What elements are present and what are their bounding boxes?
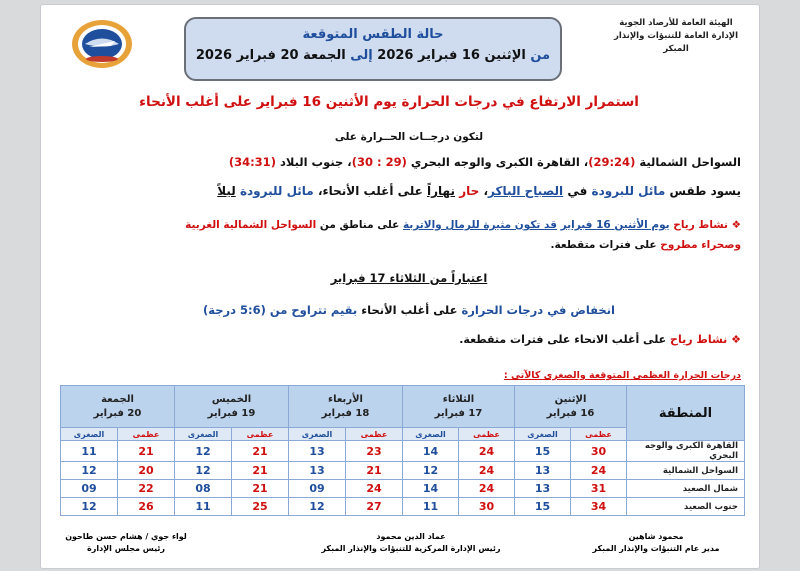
max-temp-cell: 21: [232, 462, 289, 480]
min-temp-cell: 09: [61, 480, 118, 498]
signature-title: مدير عام التنبؤات والإنذار المبكر: [592, 544, 720, 553]
max-temp-cell: 22: [118, 480, 175, 498]
max-label: عظمى: [571, 428, 627, 441]
region-cell: جنوب الصعيد: [627, 498, 745, 516]
min-temp-cell: 13: [289, 462, 346, 480]
weather-p3: في: [567, 184, 588, 198]
min-temp-cell: 11: [61, 441, 118, 462]
table-row: [61, 480, 745, 498]
temperature-table: [60, 385, 745, 516]
south-temps: (34:31): [228, 155, 276, 169]
table-row: [61, 462, 745, 480]
forecast-period: [186, 48, 560, 63]
org-line-1: الهيئة العامة للأرصاد الجوية: [619, 18, 733, 28]
weather-daytime: نهاراً: [427, 184, 455, 198]
table-row: [61, 498, 745, 516]
winds2-activity: نشاط رياح: [670, 333, 728, 346]
weather-most-areas: على أغلب الأنحاء،: [317, 184, 423, 198]
winds2-text: على أغلب الانحاء على فترات متقطعة.: [459, 333, 667, 346]
signature-title: رئيس الإدارة المركزية للتنبؤات والإنذار المبكر: [321, 544, 501, 553]
page-title: حالة الطقس المتوقعة: [302, 27, 444, 42]
max-temp-cell: 24: [459, 462, 515, 480]
weather-line: [51, 184, 741, 198]
max-temp-cell: 24: [459, 480, 515, 498]
org-line-2: الإدارة العامة للتنبؤات والإنذار المبكر: [613, 31, 739, 54]
min-temp-cell: 13: [289, 441, 346, 462]
period-to-word: إلى: [350, 48, 373, 63]
min-label: الصغرى: [289, 428, 346, 441]
max-temp-cell: 30: [459, 498, 515, 516]
winds1-activity: نشاط رياح: [673, 219, 728, 231]
weather-hot: حار: [459, 184, 480, 198]
min-temp-cell: 08: [175, 480, 232, 498]
winds-notice-2: [51, 333, 741, 346]
day-header: [61, 386, 175, 428]
temps-line: [51, 155, 741, 169]
min-temp-cell: 15: [515, 498, 571, 516]
day-date: 16 فبراير: [546, 407, 595, 419]
bullet-icon: ❖: [731, 219, 741, 231]
period-end: الجمعة 20 فبراير 2026: [195, 48, 346, 63]
max-temp-cell: 21: [118, 441, 175, 462]
region-cell: شمال الصعيد: [627, 480, 745, 498]
max-temp-cell: 34: [571, 498, 627, 516]
winds1-matrouh: وصحراء مطروح: [660, 239, 741, 251]
winds1-nw-coast: السواحل الشمالية الغربية: [185, 219, 317, 231]
signature-name: عماد الدين محمود: [376, 532, 446, 541]
north-coast-label: السواحل الشمالية: [639, 155, 741, 169]
south-label: ، جنوب البلاد: [279, 155, 352, 169]
max-temp-cell: 26: [118, 498, 175, 516]
min-label: الصغرى: [515, 428, 571, 441]
min-temp-cell: 11: [175, 498, 232, 516]
weather-comma: ،: [483, 184, 488, 198]
day-name: الخميس: [211, 393, 252, 405]
min-temp-cell: 09: [289, 480, 346, 498]
ema-logo: [71, 19, 133, 69]
max-temp-cell: 24: [571, 462, 627, 480]
region-cell: القاهرة الكبرى والوجه البحري: [627, 441, 745, 462]
max-temp-cell: 21: [346, 462, 403, 480]
min-temp-cell: 14: [403, 480, 459, 498]
min-label: الصغرى: [403, 428, 459, 441]
signature-3: [51, 531, 201, 555]
min-temp-cell: 12: [289, 498, 346, 516]
min-temp-cell: 12: [403, 462, 459, 480]
forecast-document: [40, 4, 760, 569]
max-label: عظمى: [232, 428, 289, 441]
cairo-temps: (29 : 30): [351, 155, 407, 169]
drop-label: انخفاض في درجات الحرارة: [461, 303, 615, 317]
cairo-label: ، القاهرة الكبرى والوجه البحري: [410, 155, 589, 169]
day-date: 18 فبراير: [321, 407, 370, 419]
winds1-day: يوم الأثنين 16 فبراير: [560, 219, 670, 231]
min-label: الصغرى: [175, 428, 232, 441]
temperature-drop: [109, 303, 709, 317]
max-label: عظمى: [459, 428, 515, 441]
winds1-areas: على مناطق من: [319, 219, 400, 231]
signature-name: لواء جوي / هشام حسن طاحون: [65, 532, 187, 541]
day-date: 19 فبراير: [207, 407, 256, 419]
max-temp-cell: 25: [232, 498, 289, 516]
max-label: عظمى: [346, 428, 403, 441]
signature-name: محمود شاهين: [628, 532, 684, 541]
max-temp-cell: 30: [571, 441, 627, 462]
max-temp-cell: 31: [571, 480, 627, 498]
winds1-intervals: على فترات متقطعة.: [550, 239, 657, 251]
min-temp-cell: 11: [403, 498, 459, 516]
period-from-word: من: [530, 48, 551, 63]
region-header: المنطقة: [627, 386, 745, 441]
min-temp-cell: 13: [515, 462, 571, 480]
max-temp-cell: 20: [118, 462, 175, 480]
table-caption: درجات الحرارة العظمى المتوقعة والصغرى كالآتي :: [503, 370, 741, 381]
max-temp-cell: 24: [346, 480, 403, 498]
period-start: الإثنين 16 فبراير 2026: [377, 48, 526, 63]
day-header: [403, 386, 515, 428]
winds-notice-1: [51, 215, 741, 255]
day-header: [515, 386, 627, 428]
signature-1: [561, 531, 751, 555]
day-name: الجمعة: [101, 393, 134, 405]
weather-early-morning: الصباح الباكر: [488, 184, 564, 198]
day-date: 20 فبراير: [93, 407, 142, 419]
day-name: الأربعاء: [328, 393, 363, 405]
max-temp-cell: 21: [232, 480, 289, 498]
min-temp-cell: 12: [61, 462, 118, 480]
max-temp-cell: 24: [459, 441, 515, 462]
headline: استمرار الارتفاع في درجات الحرارة يوم الأثنين 16 فبراير على أغلب الأنحاء: [139, 94, 639, 110]
weather-p1: يسود طقس: [669, 184, 741, 198]
drop-values: بقيم تتراوح من (5:6 درجة): [203, 303, 358, 317]
day-header: [175, 386, 289, 428]
title-box: [184, 17, 562, 81]
signature-title: رئيس مجلس الإدارة: [87, 544, 165, 553]
max-temp-cell: 27: [346, 498, 403, 516]
organization-name: [601, 17, 751, 56]
min-temp-cell: 15: [515, 441, 571, 462]
signature-2: [291, 531, 531, 555]
table-row: [61, 441, 745, 462]
winds1-sand: قد تكون مثيرة للرمال والاتربة: [402, 219, 557, 231]
from-tuesday-heading: [109, 271, 709, 285]
min-temp-cell: 12: [175, 462, 232, 480]
day-header: [289, 386, 403, 428]
day-name: الثلاثاء: [442, 393, 475, 405]
min-label: الصغرى: [61, 428, 118, 441]
weather-cool-night: مائل للبرودة: [239, 184, 314, 198]
min-temp-cell: 12: [175, 441, 232, 462]
drop-areas: على أغلب الأنحاء: [361, 303, 458, 317]
temps-intro: لتكون درجــات الحــرارة على: [334, 131, 484, 143]
day-name: الإثنين: [554, 393, 587, 405]
min-temp-cell: 12: [61, 498, 118, 516]
min-temp-cell: 13: [515, 480, 571, 498]
max-temp-cell: 23: [346, 441, 403, 462]
weather-cool-morning: مائل للبرودة: [591, 184, 666, 198]
min-temp-cell: 14: [403, 441, 459, 462]
temperature-table-wrap: [60, 385, 745, 516]
bullet-icon: ❖: [731, 333, 741, 346]
region-cell: السواحل الشمالية: [627, 462, 745, 480]
weather-night: ليلاً: [217, 184, 236, 198]
day-date: 17 فبراير: [434, 407, 483, 419]
from-tuesday-text: اعتباراً من الثلاثاء 17 فبراير: [330, 271, 488, 285]
north-coast-temps: (29:24): [588, 155, 636, 169]
max-label: عظمى: [118, 428, 175, 441]
max-temp-cell: 21: [232, 441, 289, 462]
